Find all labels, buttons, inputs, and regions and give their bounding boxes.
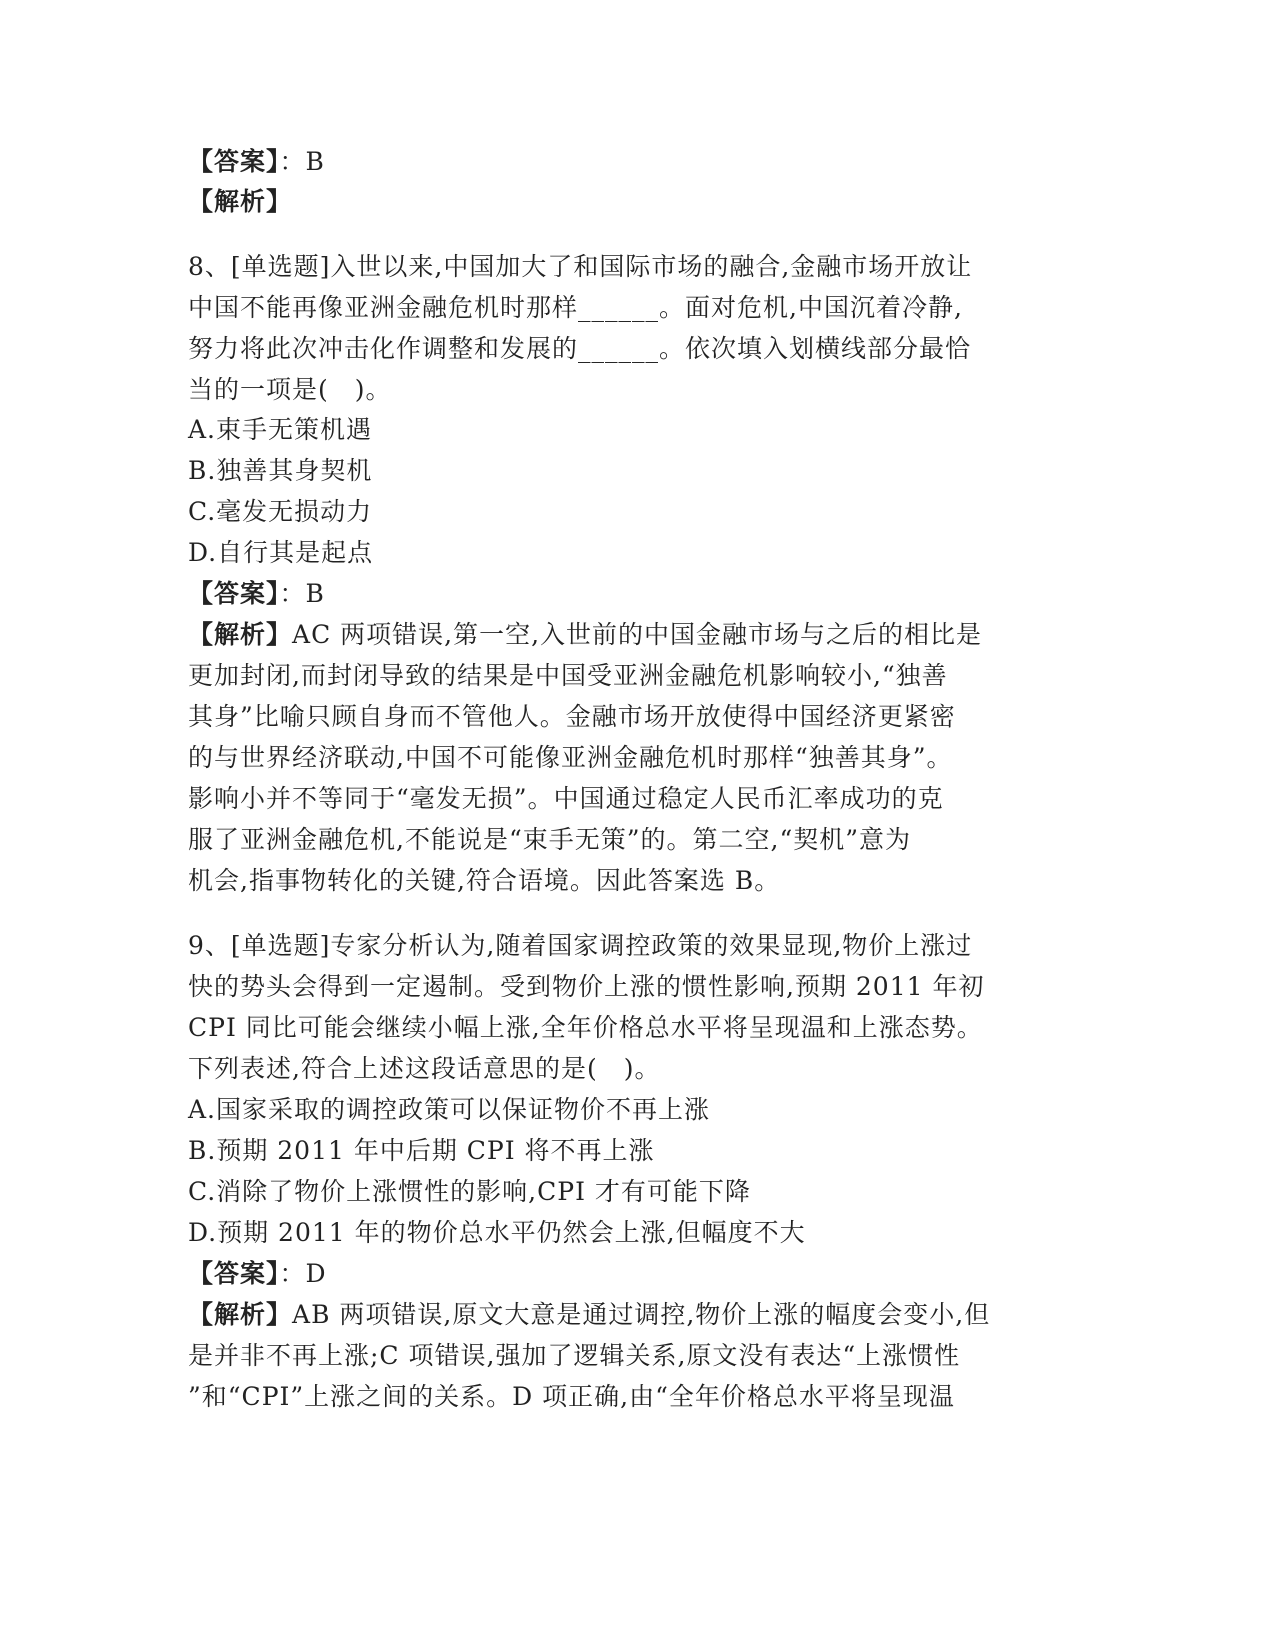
q8-answer-line: [188, 577, 325, 611]
q9-option-b: B.预期 2011 年中后期 CPI 将不再上涨: [188, 1136, 655, 1165]
q8-option-d: D.自行其是起点: [188, 538, 374, 567]
analysis-label: 【解析】: [188, 1300, 293, 1329]
q9-analysis-line: 是并非不再上涨;C 项错误,强加了逻辑关系,原文没有表达“上涨惯性: [188, 1341, 961, 1370]
q9-answer-line: [188, 1257, 327, 1291]
q9-option-a: A.国家采取的调控政策可以保证物价不再上涨: [188, 1095, 711, 1124]
q8-analysis-line: 其身”比喻只顾自身而不管他人。金融市场开放使得中国经济更紧密: [188, 702, 956, 731]
answer-label: 【答案】: [188, 1259, 280, 1288]
q8-analysis-line: 影响小并不等同于“毫发无损”。中国通过稳定人民币汇率成功的克: [188, 784, 944, 813]
q8-analysis-line: 更加封闭,而封闭导致的结果是中国受亚洲金融危机影响较小,“独善: [188, 661, 948, 690]
q8-analysis-line: 的与世界经济联动,中国不可能像亚洲金融危机时那样“独善其身”。: [188, 743, 953, 772]
q9-analysis-line: [188, 1298, 990, 1332]
answer-value: D: [305, 1259, 327, 1288]
answer-separator: ：: [279, 147, 306, 176]
q8-option-a: A.束手无策机遇: [188, 415, 373, 444]
prev-answer-line: [188, 145, 325, 179]
answer-separator: ：: [279, 1259, 306, 1288]
analysis-text: AC 两项错误,第一空,入世前的中国金融市场与之后的相比是: [292, 620, 983, 649]
q9-stem-line: 下列表述,符合上述这段话意思的是( )。: [188, 1054, 661, 1083]
answer-label: 【答案】: [188, 147, 280, 176]
q9-option-c: C.消除了物价上涨惯性的影响,CPI 才有可能下降: [188, 1177, 751, 1206]
q9-stem-line: 9、[单选题]专家分析认为,随着国家调控政策的效果显现,物价上涨过: [188, 931, 973, 960]
q8-stem-line: 努力将此次冲击化作调整和发展的______。依次填入划横线部分最恰: [188, 334, 972, 363]
q8-option-b: B.独善其身契机: [188, 456, 373, 485]
q8-stem-line: 8、[单选题]入世以来,中国加大了和国际市场的融合,金融市场开放让: [188, 252, 973, 281]
answer-value: B: [305, 147, 325, 176]
q9-stem-line: CPI 同比可能会继续小幅上涨,全年价格总水平将呈现温和上涨态势。: [188, 1013, 983, 1042]
q9-option-d: D.预期 2011 年的物价总水平仍然会上涨,但幅度不大: [188, 1218, 806, 1247]
q9-stem-line: 快的势头会得到一定遏制。受到物价上涨的惯性影响,预期 2011 年初: [188, 972, 985, 1001]
q8-analysis-line: 机会,指事物转化的关键,符合语境。因此答案选 B。: [188, 866, 781, 895]
answer-value: B: [305, 579, 325, 608]
analysis-label: 【解析】: [188, 620, 293, 649]
q8-option-c: C.毫发无损动力: [188, 497, 373, 526]
analysis-text: AB 两项错误,原文大意是通过调控,物价上涨的幅度会变小,但: [292, 1300, 991, 1329]
q8-stem-line: 中国不能再像亚洲金融危机时那样______。面对危机,中国沉着冷静,: [188, 293, 963, 322]
q8-analysis-line: [188, 618, 982, 652]
q8-stem-line: 当的一项是( )。: [188, 375, 392, 404]
q8-analysis-line: 服了亚洲金融危机,不能说是“束手无策”的。第二空,“契机”意为: [188, 825, 912, 854]
prev-analysis-line: [188, 185, 292, 219]
q9-analysis-line: ”和“CPI”上涨之间的关系。D 项正确,由“全年价格总水平将呈现温: [188, 1382, 955, 1411]
answer-separator: ：: [279, 579, 306, 608]
answer-label: 【答案】: [188, 579, 280, 608]
analysis-label: 【解析】: [188, 187, 293, 216]
